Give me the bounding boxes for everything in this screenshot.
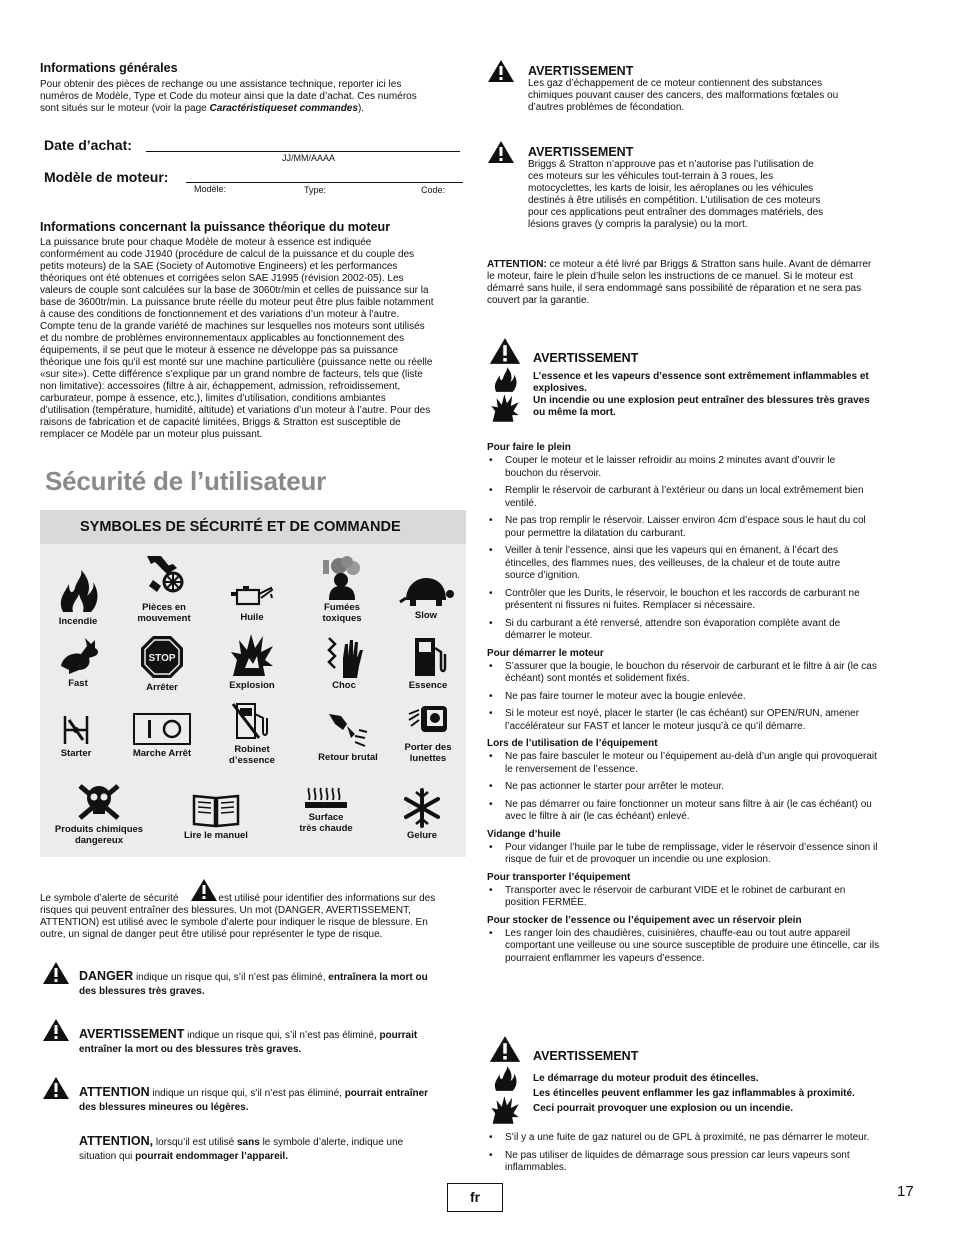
- caution-notice-word: ATTENTION,: [79, 1134, 154, 1148]
- symbol-label: Arrêter: [146, 682, 178, 693]
- list-item: • Veiller à tenir l’essence, ainsi que les vapeurs qui en émanent, à l’écart des étincelles, des flammes nues, des veilleuses, de la chaleur et de toute autre source d’ignition.: [487, 545, 917, 583]
- list-item: • S’il y a une fuite de gaz naturel ou de GPL à proximité, ne pas démarrer le moteur.: [487, 1132, 917, 1145]
- symbol-label: Porter des lunettes: [404, 742, 452, 764]
- symbol-label: Surface très chaude: [299, 812, 353, 834]
- caution-word: ATTENTION: [79, 1085, 150, 1099]
- hot-surface-icon: [303, 786, 349, 810]
- warning-line: motocyclettes, les karts de loisir, les aéroplanes ou les véhicules: [528, 183, 814, 194]
- power-line: et du nombre de problèmes environnementaux applicables au fonctionnement des: [40, 333, 405, 344]
- attention-label: ATTENTION:: [487, 259, 547, 270]
- skull-icon: [76, 780, 122, 822]
- section-heading: Pour transporter l’équipement: [487, 871, 631, 883]
- warning-line: pour ces applications peut entraîner des dommages matériels, des: [528, 207, 824, 218]
- symbol-manual: [174, 792, 258, 841]
- warning-line: Les gaz d’échappement de ce moteur contiennent des substances: [528, 78, 823, 89]
- symbol-label: Incendie: [58, 616, 98, 627]
- general-line: sont situés sur le moteur (voir la page Caractéristiqueset commandes).: [40, 103, 365, 114]
- power-paragraph: [40, 237, 472, 441]
- power-line: La puissance brute pour chaque Modèle de moteur à essence est indiquée: [40, 237, 372, 248]
- page-number: 17: [897, 1183, 914, 1200]
- warning-line: Les étincelles peuvent enflammer les gaz inflammables à proximité.: [533, 1088, 855, 1099]
- list-item: • Pour vidanger l’huile par le tube de remplissage, vider le réservoir d’essence sinon il risque de fuir et de provoquer un incendie ou une explosion.: [487, 842, 917, 867]
- power-line: Compte tenu de la grande variété de machines sur lesquelles nos moteurs sont utilisés: [40, 321, 425, 332]
- warning-line: Ceci pourrait provoquer une explosion ou un incendie.: [533, 1103, 794, 1114]
- language-tab: fr: [447, 1183, 503, 1212]
- list-item: • Transporter avec le réservoir de carburant VIDE et le robinet de carburant en position FERMÉE.: [487, 885, 917, 910]
- list-item: • Remplir le réservoir de carburant à l’extérieur ou dans un local extrêmement bien ventilé.: [487, 485, 917, 510]
- symbol-label: Essence: [408, 680, 448, 691]
- list-item: • Ne pas trop remplir le réservoir. Laisser environ 4cm d’espace sous le haut du col pour permettre la dilatation du carburant.: [487, 515, 917, 540]
- symbol-label: Produits chimiques dangereux: [54, 824, 144, 846]
- alert-line: outre, un signal de danger peut être utilisé pour représenter le type de risque.: [40, 929, 383, 940]
- attention-line: démarré sans huile, il sera endommagé sans possibilité de réparation et ne sera pas: [487, 283, 862, 294]
- warning-vehicles: [528, 145, 908, 231]
- bullet-list: [487, 885, 917, 910]
- general-line: Pour obtenir des pièces de rechange ou une assistance technique, reporter ici les: [40, 79, 402, 90]
- list-item: • Ne pas utiliser de liquides de démarrage sous pression car leurs vapeurs sont inflammables.: [487, 1150, 917, 1175]
- power-heading: Informations concernant la puissance théorique du moteur: [40, 220, 391, 234]
- alert-line-1: Le symbole d’alerte de sécurité est utilisé pour identifier des informations sur des: [40, 893, 436, 904]
- list-item: • Ne pas démarrer ou faire fonctionner un moteur sans filtre à air (le cas échéant) ou avec le filtre à air (le cas échéant) enlevé.: [487, 799, 917, 824]
- symbol-moving-parts: [122, 552, 206, 624]
- symbol-frostbite: [380, 788, 464, 841]
- section-heading: Vidange d’huile: [487, 828, 561, 840]
- stop-sign-icon: [139, 634, 185, 680]
- symbol-kickback: [306, 710, 390, 763]
- section-heading: Lors de l’utilisation de l’équipement: [487, 738, 658, 749]
- model-sub-label: Modèle:: [194, 184, 227, 194]
- alert-triangle-icon: [488, 1035, 522, 1063]
- type-sub-label: Type:: [304, 185, 327, 195]
- symbol-toxic-fumes: [300, 556, 384, 624]
- danger-definition: DANGER indique un risque qui, s’il n’est pas éliminé, entraînera la mort ou des blessures très graves.: [79, 969, 428, 997]
- list-item: • Si du carburant a été renversé, attendre son évaporation complète avant de démarrer le moteur.: [487, 618, 917, 643]
- general-heading: Informations générales: [40, 61, 178, 75]
- symbol-label: Pièces en mouvement: [137, 602, 191, 624]
- warning-word: AVERTISSEMENT: [79, 1027, 185, 1041]
- alert-triangle-icon: [190, 878, 218, 902]
- bullet-list: [487, 661, 917, 734]
- list-item: • Ne pas faire tourner le moteur avec la bougie enlevée.: [487, 691, 917, 704]
- bullet-list: [487, 751, 917, 824]
- symbols-header: [40, 510, 466, 544]
- warning-exhaust: [528, 64, 908, 114]
- power-line: «sur site»). Cette différence s’explique par un grand nombre de facteurs, tels que (liste: [40, 369, 423, 380]
- power-line: équipements, il se peut que le moteur à essence ne développe pas sa puissance: [40, 345, 399, 356]
- fire-icon: [490, 1066, 520, 1092]
- warning-line: lésions graves (y compris la paralysie) ou la mort.: [528, 219, 748, 230]
- starter-icon: [61, 714, 91, 746]
- alert-paragraph: [40, 893, 468, 941]
- symbol-shock: [302, 634, 386, 691]
- symbol-explosion: [210, 632, 294, 691]
- symbol-label: Choc: [332, 680, 356, 691]
- list-item: • Ne pas faire basculer le moteur ou l’équipement au-delà d’un angle qui provoquerait le renversement de l’essence.: [487, 751, 917, 776]
- warning-line: destinés à être utilisés en compétition. L’utilisation de ces moteurs: [528, 195, 821, 206]
- code-sub-label: Code:: [421, 185, 446, 195]
- warning-title: AVERTISSEMENT: [533, 1049, 639, 1063]
- danger-word: DANGER: [79, 969, 134, 983]
- symbol-goggles: [386, 700, 470, 764]
- section-heading: Pour stocker de l’essence ou l’équipement avec un réservoir plein: [487, 914, 802, 926]
- warning-line: ces moteurs sur les véhicules tout-terrain à 3 roues, les: [528, 171, 774, 182]
- symbol-label: Huile: [240, 612, 264, 623]
- bullet-list: [487, 1132, 917, 1180]
- turtle-icon: [398, 574, 454, 608]
- symbol-chemicals: [48, 780, 150, 846]
- warning-definition: AVERTISSEMENT indique un risque qui, s’il n’est pas éliminé, pourrait entraîner la mort ou des blessures très graves.: [79, 1027, 418, 1055]
- general-paragraph: [40, 79, 470, 115]
- symbol-label: Retour brutal: [318, 752, 378, 763]
- power-line: d’utilisation (température, humidité, altitude) et variations d’un moteur à l’autre. Pour des: [40, 405, 431, 416]
- explosion-icon: [229, 632, 275, 678]
- symbol-label: Fumées toxiques: [322, 602, 362, 624]
- list-item: • Si le moteur est noyé, placer le starter (le cas échéant) sur OPEN/RUN, amener l’accélérateur sur FAST et lancer le moteur jusqu’à ce qu’il démarre.: [487, 708, 917, 733]
- symbol-label: Robinet d’essence: [229, 744, 275, 766]
- explosion-icon: [490, 392, 520, 424]
- list-item: • Ne pas actionner le starter pour arrêter le moteur.: [487, 781, 917, 794]
- alert-line: ATTENTION) est utilisé avec le symbole d’alerte pour indiquer le risque de blessure. En: [40, 917, 428, 928]
- symbols-heading: SYMBOLES DE SÉCURITÉ ET DE COMMANDE: [80, 519, 401, 535]
- symbol-stop: [120, 634, 204, 693]
- symbol-hot-surface: [284, 786, 368, 834]
- date-field-line[interactable]: [146, 151, 460, 152]
- date-label: Date d’achat:: [44, 137, 132, 153]
- alert-triangle-icon: [487, 59, 515, 83]
- power-line: non limitative): accessoires (filtre à air, échappement, admission, refroidissement,: [40, 381, 401, 392]
- power-line: raisons de fabrication et de capacité limitées, Briggs & Stratton est susceptible de: [40, 417, 401, 428]
- symbol-label: Lire le manuel: [184, 830, 248, 841]
- symbol-oil: [210, 580, 294, 623]
- power-line: petits moteurs) de la SAE (Society of Automotive Engineers) et les performances: [40, 261, 398, 272]
- power-line: théoriques ont été obtenues et corrigées selon SAE J1995 (révision 2002-05). Les: [40, 273, 404, 284]
- symbol-label: Explosion: [229, 680, 275, 691]
- fuel-valve-icon: [229, 700, 275, 742]
- manual-icon: [191, 792, 241, 828]
- caution-definition: ATTENTION indique un risque qui, s’il n’est pas éliminé, pourrait entraîner des blessures mineures ou légères.: [79, 1085, 429, 1113]
- list-item: • S’assurer que la bougie, le bouchon du réservoir de carburant et le filtre à air (le cas échéant) sont montés et solidement fixés.: [487, 661, 917, 686]
- power-line: carburateur, pompe à essence, etc.), limites d’utilisation, conditions ambiantes: [40, 393, 386, 404]
- symbol-label: Slow: [414, 610, 438, 621]
- warning-title: AVERTISSEMENT: [528, 145, 634, 159]
- alert-triangle-icon: [487, 140, 515, 164]
- power-line: théorique une fois qu’il est monté sur une machine particulière (puissance nette ou réelle: [40, 357, 433, 368]
- alert-triangle-icon: [42, 1076, 70, 1100]
- fuel-sections: [487, 442, 917, 970]
- rabbit-icon: [55, 636, 101, 676]
- warning-line: explosives.: [533, 383, 587, 394]
- attention-oil-note: ATTENTION: ce moteur a été livré par Briggs & Stratton sans huile. Avant de démarrer le moteur, faire le plein d’huile selon les instructions de ce manuel. Si le moteur est démarré sans huile, il sera endommagé sans possibilité de réparation et ne sera pas couvert par la garantie.: [487, 259, 917, 307]
- shock-icon: [321, 634, 367, 678]
- toxic-fumes-icon: [319, 556, 365, 600]
- caution-notice-definition: ATTENTION, lorsqu’il est utilisé sans le symbole d’alerte, indique une situation qui pourrait endommager l’appareil.: [79, 1134, 404, 1162]
- power-line: conformément au code J1940 (procédure de calcul de la puissance et du couple des: [40, 249, 415, 260]
- alert-triangle-icon: [488, 337, 522, 365]
- goggles-icon: [405, 700, 451, 740]
- fire-icon: [490, 367, 520, 393]
- attention-line: le moteur, faire le plein d’huile selon les instructions de ce manuel. Si le moteur est: [487, 271, 853, 282]
- symbol-fast: [36, 636, 120, 689]
- symbol-slow: [384, 574, 468, 621]
- svg-text:STOP: STOP: [148, 653, 176, 664]
- date-format-hint: JJ/MM/AAAA: [282, 153, 336, 163]
- safety-symbols-panel: [40, 510, 466, 857]
- snowflake-icon: [402, 788, 442, 828]
- bullet-list: [487, 455, 917, 643]
- warning-line: chimiques pouvant causer des cancers, des malformations fœtales ou: [528, 90, 839, 101]
- warning-title: AVERTISSEMENT: [528, 64, 634, 78]
- symbol-fire: [36, 570, 120, 627]
- list-item: • Contrôler que les Durits, le réservoir, le bouchon et les raccords de carburant ne présentent ni fissures ni fuites. Remplacer si nécessaire.: [487, 588, 917, 613]
- symbol-on-off: [120, 712, 204, 759]
- kickback-icon: [325, 710, 371, 750]
- model-field-line[interactable]: [186, 182, 463, 183]
- section-heading: Pour démarrer le moteur: [487, 647, 604, 659]
- safety-title: Sécurité de l’utilisateur: [45, 466, 327, 496]
- symbol-fuel: [386, 634, 470, 691]
- symbol-label: Gelure: [406, 830, 438, 841]
- fire-icon: [55, 570, 101, 614]
- alert-line: risques qui peuvent entraîner des blessures. Un mot (DANGER, AVERTISSEMENT,: [40, 905, 411, 916]
- symbol-label: Marche Arrêt: [132, 748, 192, 759]
- alert-triangle-icon: [42, 1018, 70, 1042]
- warning-line: ou même la mort.: [533, 407, 616, 418]
- power-line: valeurs de couple sont calculées sur la base de 3060tr/min et celles de puissance sur la: [40, 285, 429, 296]
- symbol-starter: [34, 714, 118, 759]
- warning-line: Le démarrage du moteur produit des étincelles.: [533, 1073, 759, 1084]
- oil-can-icon: [229, 580, 275, 610]
- list-item: • Couper le moteur et le laisser refroidir au moins 2 minutes avant d’ouvrir le bouchon du réservoir.: [487, 455, 917, 480]
- bullet-list: [487, 842, 917, 867]
- warning-sparks: [533, 1049, 913, 1116]
- power-line: à cause des conditions de fonctionnement et des variations d’un moteur à l’autre.: [40, 309, 400, 320]
- list-item: • Les ranger loin des chaudières, cuisinières, chauffe-eau ou tout autre appareil comportant une veilleuse ou une source susceptible de produire une étincelle, car ils pourraient enflammer les vapeurs d’essence.: [487, 928, 917, 966]
- power-line: base de 3600tr/min. La puissance brute réelle du moteur peut être plus faible notamment: [40, 297, 434, 308]
- fuel-pump-icon: [405, 634, 451, 678]
- attention-line: couvert par la garantie.: [487, 295, 590, 306]
- warning-title: AVERTISSEMENT: [533, 351, 639, 365]
- section-heading: Pour faire le plein: [487, 442, 571, 453]
- warning-line: L’essence et les vapeurs d’essence sont extrêmement inflammables et: [533, 371, 869, 382]
- symbol-label: Fast: [68, 678, 88, 689]
- explosion-icon: [490, 1094, 520, 1126]
- alert-triangle-icon: [42, 961, 70, 985]
- symbol-label: Starter: [60, 748, 92, 759]
- warning-line: Briggs & Stratton n’approuve pas et n’autorise pas l’utilisation de: [528, 159, 814, 170]
- general-line: numéros de Modèle, Type et Code du moteur ainsi que la date d’achat. Ces numéros: [40, 91, 417, 102]
- warning-line: d’autres problèmes de fécondation.: [528, 102, 685, 113]
- on-off-icon: [132, 712, 192, 746]
- moving-parts-icon: [141, 552, 187, 600]
- warning-line: Un incendie ou une explosion peut entraîner des blessures très graves: [533, 395, 870, 406]
- symbol-fuel-valve: [210, 700, 294, 766]
- warning-fuel-flammable: [533, 351, 913, 419]
- bullet-list: [487, 928, 917, 966]
- power-line: remplacer ce Modèle par un moteur plus puissant.: [40, 429, 263, 440]
- model-label: Modèle de moteur:: [44, 169, 169, 185]
